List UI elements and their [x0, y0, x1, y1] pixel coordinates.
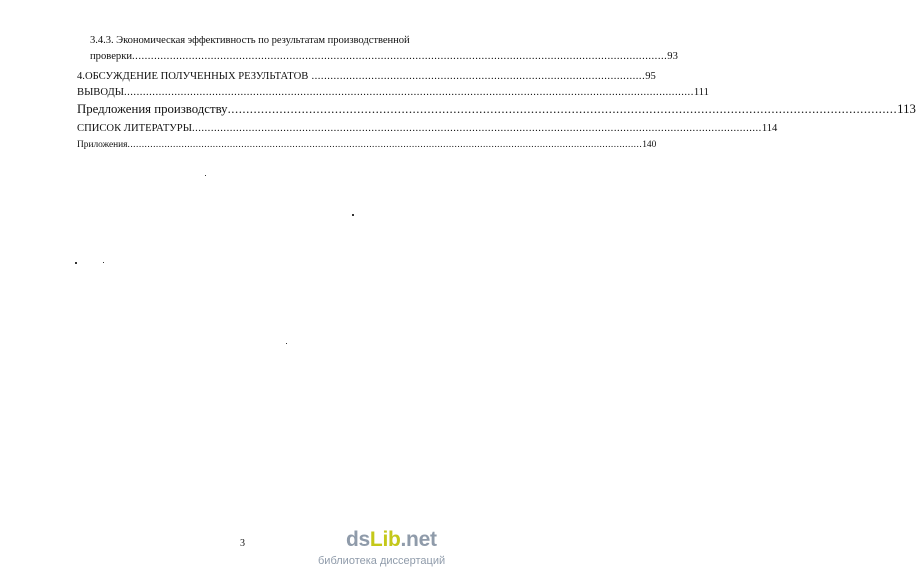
- dslib-logo: [346, 528, 437, 552]
- logo-text-ds: ds: [346, 528, 370, 551]
- toc-entry-references-label: СПИСОК ЛИТЕРАТУРЫ: [77, 123, 192, 134]
- toc-entry-343-label: проверки: [90, 51, 133, 62]
- toc-entry-proposals: [77, 102, 916, 117]
- toc-leader-dots: ..........................................................................................................: [308, 71, 646, 82]
- toc-entry-appendix: [77, 140, 657, 150]
- toc-entry-appendix-label: Приложения: [77, 140, 128, 150]
- watermark-caption: библиотека диссертаций: [318, 555, 446, 567]
- scan-speck: [75, 262, 77, 264]
- scan-speck: [352, 214, 354, 216]
- toc-entry-appendix-page: 140: [642, 140, 657, 150]
- toc-leader-dots: .....................................................................................................................................................................................: [227, 102, 898, 116]
- toc-entry-proposals-label: Предложения производству: [77, 102, 228, 116]
- toc-leader-dots: ..........................................................................................................................................................................: [132, 51, 668, 62]
- toc-entry-343-page: 93: [667, 51, 678, 62]
- toc-entry-conclusions: [77, 87, 709, 98]
- scan-speck: [205, 175, 206, 176]
- toc-entry-4: [77, 71, 656, 82]
- toc-entry-4-label: 4.ОБСУЖДЕНИЕ ПОЛУЧЕННЫХ РЕЗУЛЬТАТОВ: [77, 71, 309, 82]
- scan-speck: [286, 343, 287, 344]
- toc-entry-343-line1: 3.4.3. Экономическая эффективность по результатам производственной: [90, 35, 410, 46]
- page-number: 3: [240, 538, 245, 549]
- toc-entry-proposals-page: 113: [897, 102, 916, 116]
- toc-leader-dots: .....................................................................................................................................................................................: [127, 140, 643, 150]
- toc-entry-conclusions-label: ВЫВОДЫ: [77, 87, 124, 98]
- toc-leader-dots: .....................................................................................................................................................................................: [191, 123, 762, 134]
- toc-entry-conclusions-page: 111: [693, 87, 709, 98]
- logo-text-net: .net: [400, 528, 437, 551]
- toc-entry-4-page: 95: [645, 71, 656, 82]
- toc-entry-references-page: 114: [761, 123, 778, 134]
- toc-leader-dots: .....................................................................................................................................................................................: [123, 87, 694, 98]
- logo-text-lib: Lib: [369, 528, 401, 551]
- toc-entry-343: [90, 51, 678, 62]
- toc-entry-references: [77, 123, 778, 134]
- scan-speck: [103, 262, 104, 263]
